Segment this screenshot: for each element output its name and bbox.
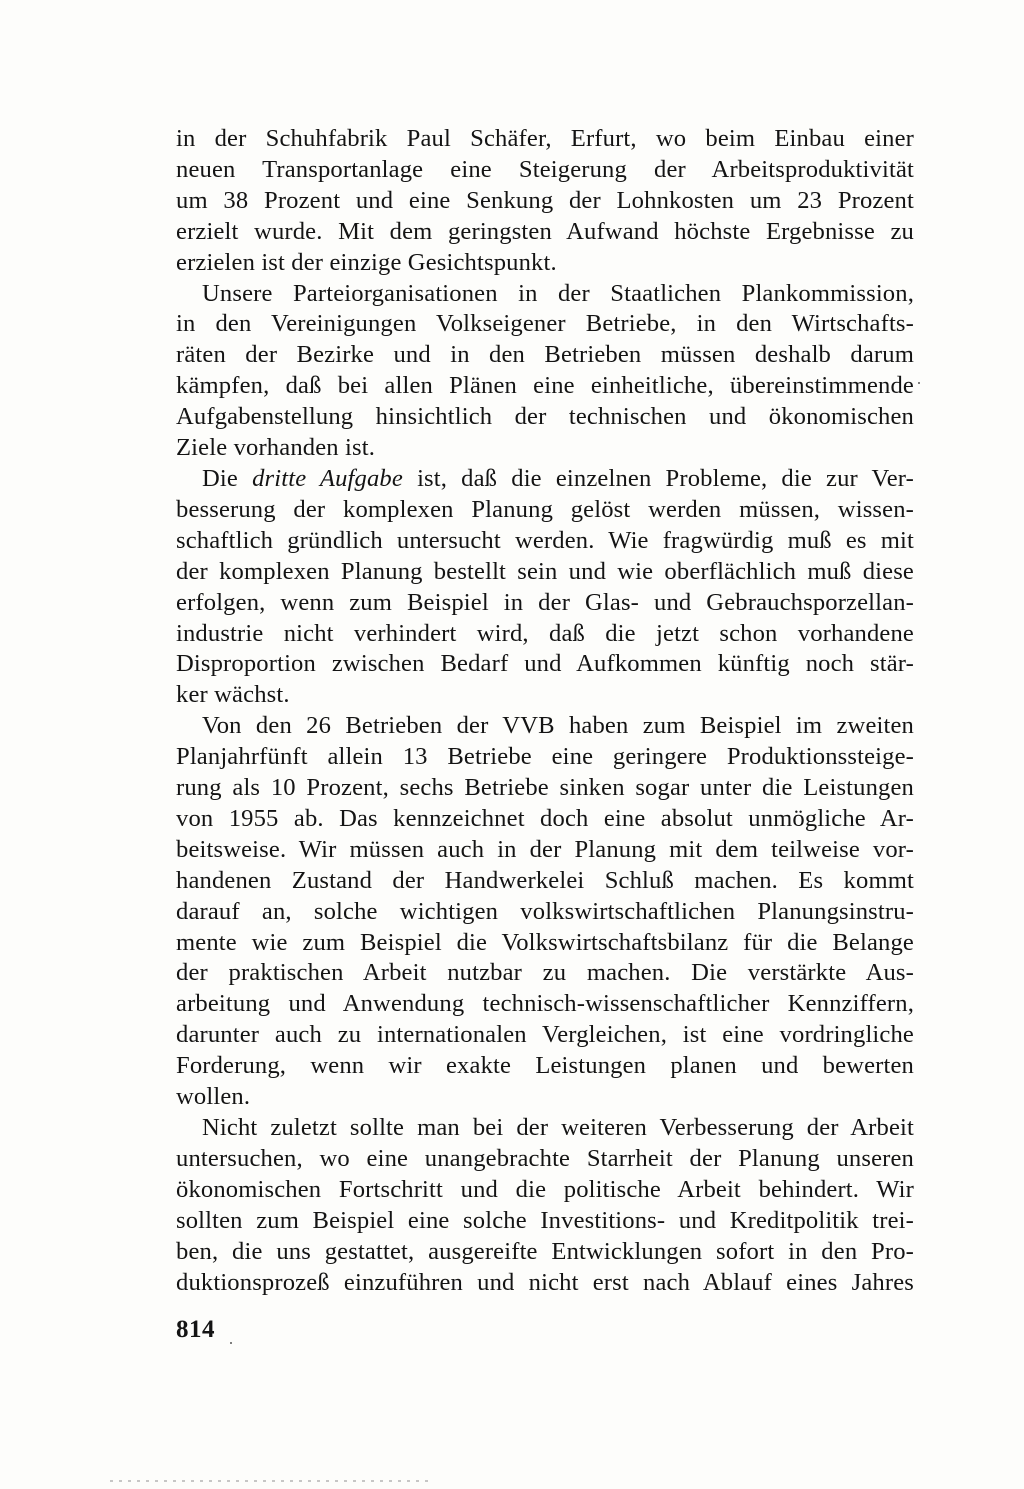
text-line: in der Schuhfabrik Paul Schäfer, Erfurt, wo beim Einbau einer: [176, 125, 914, 152]
text-line: [176, 464, 914, 495]
paragraph-5: [176, 1113, 914, 1298]
text-fragment: ist, daß die einzelnen Probleme, die zur Ver-: [402, 464, 914, 492]
text-line: der praktischen Arbeit nutzbar zu machen. Die verstärkte Aus-: [176, 959, 914, 987]
text-line: Disproportion zwischen Bedarf und Aufkommen künftig noch stär-: [176, 650, 914, 678]
text-line: kämpfen, daß bei allen Plänen eine einheitliche, übereinstimmende: [176, 372, 914, 400]
text-line: ben, die uns gestattet, ausgereifte Entwicklungen sofort in den Pro-: [176, 1237, 914, 1265]
page-number: 814: [176, 1316, 215, 1343]
text-line: um 38 Prozent und eine Senkung der Lohnkosten um 23 Prozent: [176, 186, 914, 214]
text-line: rung als 10 Prozent, sechs Betriebe sinken sogar unter die Leistungen: [176, 774, 914, 802]
text-line: Ziele vorhanden ist.: [176, 434, 376, 462]
text-line: wollen.: [176, 1083, 251, 1111]
text-line: mente wie zum Beispiel die Volkswirtschaftsbilanz für die Belange: [176, 928, 914, 956]
text-line: Nicht zuletzt sollte man bei der weiteren Verbesserung der Arbeit: [202, 1114, 914, 1141]
text-line: Planjahrfünft allein 13 Betriebe eine geringere Produktionssteige-: [176, 743, 914, 771]
print-speck: [230, 1342, 232, 1344]
paragraph-2: [176, 279, 914, 464]
text-line: duktionsprozeß einzuführen und nicht erst nach Ablauf eines Jahres: [176, 1268, 914, 1296]
text-line: untersuchen, wo eine unangebrachte Starrheit der Planung unseren: [176, 1144, 914, 1172]
text-line: sollten zum Beispiel eine solche Investitions- und Kreditpolitik trei-: [176, 1206, 914, 1234]
text-line: erzielt wurde. Mit dem geringsten Aufwand höchste Ergebnisse zu: [176, 217, 914, 245]
body-text: [176, 124, 914, 1298]
text-line: Forderung, wenn wir exakte Leistungen planen und bewerten: [176, 1052, 914, 1080]
text-line: ökonomischen Fortschritt und die politische Arbeit behindert. Wir: [176, 1175, 914, 1203]
text-line: arbeitung und Anwendung technisch-wissenschaftlicher Kennziffern,: [176, 990, 914, 1018]
text-line: industrie nicht verhindert wird, daß die jetzt schon vorhandene: [176, 619, 914, 647]
text-fragment: Die: [202, 464, 253, 492]
text-line: Aufgabenstellung hinsichtlich der technischen und ökonomischen: [176, 403, 914, 431]
text-line: besserung der komplexen Planung gelöst werden müssen, wissen-: [176, 495, 914, 523]
paragraph-1: [176, 124, 914, 279]
text-line: Unsere Parteiorganisationen in der Staatlichen Plankommission,: [202, 279, 914, 307]
text-line: in den Vereinigungen Volkseigener Betriebe, in den Wirtschafts-: [176, 310, 914, 338]
scan-artifact: [110, 1480, 430, 1482]
paragraph-3: [176, 464, 914, 711]
text-line: erfolgen, wenn zum Beispiel in der Glas- und Gebrauchsporzellan-: [176, 588, 914, 616]
text-line: darauf an, solche wichtigen volkswirtschaftlichen Planungsinstru-: [176, 897, 914, 925]
paragraph-4: [176, 711, 914, 1113]
text-line: räten der Bezirke und in den Betrieben müssen deshalb darum: [176, 341, 914, 369]
text-line: Von den 26 Betrieben der VVB haben zum Beispiel im zweiten: [202, 712, 914, 740]
text-line: neuen Transportanlage eine Steigerung der Arbeitsproduktivität: [176, 155, 914, 183]
text-line: handenen Zustand der Handwerkelei Schluß machen. Es kommt: [176, 866, 914, 894]
text-line: von 1955 ab. Das kennzeichnet doch eine absolut unmögliche Ar-: [176, 804, 914, 832]
emphasized-phrase: dritte Aufgabe: [252, 464, 403, 492]
print-speck: [918, 382, 920, 384]
text-line: ker wächst.: [176, 681, 290, 709]
text-line: erzielen ist der einzige Gesichtspunkt.: [176, 248, 557, 276]
text-line: beitsweise. Wir müssen auch in der Planung mit dem teilweise vor-: [176, 835, 914, 863]
text-line: schaftlich gründlich untersucht werden. Wie fragwürdig muß es mit: [176, 526, 914, 554]
text-line: darunter auch zu internationalen Vergleichen, ist eine vordringliche: [176, 1021, 914, 1049]
text-line: der komplexen Planung bestellt sein und wie oberflächlich muß diese: [176, 557, 914, 585]
